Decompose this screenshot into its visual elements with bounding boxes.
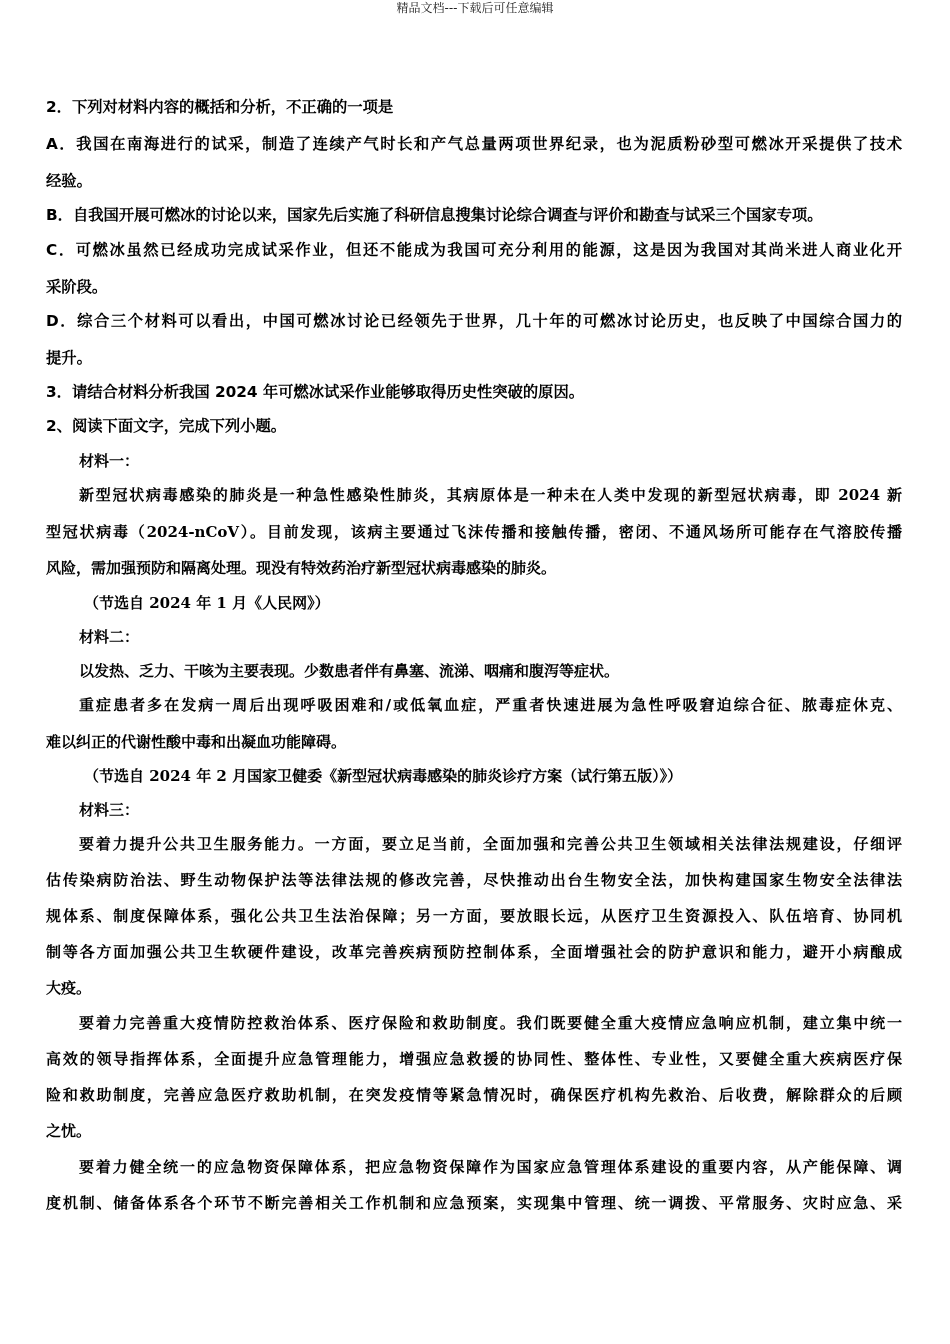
material2-source: （节选自 2024 年 2 月国家卫健委《新型冠状病毒感染的肺炎诊疗方案（试行第五版）》） (84, 767, 683, 785)
q2-option-d-line2: 提升。 (46, 349, 92, 367)
page-header-watermark: 精品文档---下载后可任意编辑 (396, 1, 554, 15)
material1-line3: 风险，需加强预防和隔离处理。现没有特效药治疗新型冠状病毒感染的肺炎。 (46, 559, 557, 577)
material2-line3: 难以纠正的代谢性酸中毒和出凝血功能障碍。 (46, 733, 347, 751)
material2-line2: 重症患者多在发病一周后出现呼吸困难和/或低氧血症，严重者快速进展为急性呼吸窘迫综合征、脓毒症休克、 (79, 696, 902, 714)
material3-para1-line1: 要着力提升公共卫生服务能力。一方面，要立足当前，全面加强和完善公共卫生领域相关法律法规建设，仔细评 (79, 835, 902, 853)
material2-line1: 以发热、乏力、干咳为主要表现。少数患者伴有鼻塞、流涕、咽痛和腹泻等症状。 (79, 662, 620, 680)
q2-option-d-line1: D．综合三个材料可以看出，中国可燃冰讨论已经领先于世界，几十年的可燃冰讨论历史，也反映了中国综合国力的 (46, 312, 902, 330)
q2-stem: 2．下列对材料内容的概括和分析，不正确的一项是 (46, 98, 394, 116)
material1-line2: 型冠状病毒（2024-nCoV）。目前发现，该病主要通过飞沫传播和接触传播，密闭、不通风场所可能存在气溶胶传播 (46, 523, 902, 541)
material3-para3-line1: 要着力健全统一的应急物资保障体系，把应急物资保障作为国家应急管理体系建设的重要内容，从产能保障、调 (79, 1158, 902, 1176)
q2-option-a-line1: A．我国在南海进行的试采，制造了连续产气时长和产气总量两项世界纪录，也为泥质粉砂型可燃冰开采提供了技术 (46, 135, 902, 153)
material1-source: （节选自 2024 年 1 月《人民网》） (84, 594, 330, 612)
material3-para2-line3: 险和救助制度，完善应急医疗救助机制，在突发疫情等紧急情况时，确保医疗机构先救治、后收费，解除群众的后顾 (46, 1086, 902, 1104)
q2-option-a-line2: 经验。 (46, 172, 92, 190)
section2-intro: 2、阅读下面文字，完成下列小题。 (46, 417, 287, 435)
material2-title: 材料二： (79, 628, 140, 646)
q2-option-c-line2: 采阶段。 (46, 278, 108, 296)
material3-para3-line2: 度机制、储备体系各个环节不断完善相关工作机制和应急预案，实现集中管理、统一调拨、平常服务、灾时应急、采 (46, 1194, 902, 1212)
material1-title: 材料一： (79, 452, 140, 470)
material3-title: 材料三： (79, 801, 140, 819)
material3-para2-line4: 之忧。 (46, 1122, 92, 1140)
material1-line1: 新型冠状病毒感染的肺炎是一种急性感染性肺炎，其病原体是一种未在人类中发现的新型冠状病毒，即 2024 新 (79, 486, 902, 504)
material3-para1-line4: 制等各方面加强公共卫生软硬件建设，改革完善疾病预防控制体系，全面增强社会的防护意识和能力，避开小病酿成 (46, 943, 902, 961)
material3-para1-line3: 规体系、制度保障体系，强化公共卫生法治保障；另一方面，要放眼长远，从医疗卫生资源投入、队伍培育、协同机 (46, 907, 902, 925)
material3-para1-line5: 大疫。 (46, 979, 92, 997)
material3-para1-line2: 估传染病防治法、野生动物保护法等法律法规的修改完善，尽快推动出台生物安全法，加快构建国家生物安全法律法 (46, 871, 902, 889)
q2-option-b: B．自我国开展可燃冰的讨论以来，国家先后实施了科研信息搜集讨论综合调查与评价和勘查与试采三个国家专项。 (46, 206, 823, 224)
material3-para2-line2: 高效的领导指挥体系，全面提升应急管理能力，增强应急救援的协同性、整体性、专业性，又要健全重大疾病医疗保 (46, 1050, 902, 1068)
q3-stem: 3．请结合材料分析我国 2024 年可燃冰试采作业能够取得历史性突破的原因。 (46, 383, 585, 401)
q2-option-c-line1: C．可燃冰虽然已经成功完成试采作业，但还不能成为我国可充分利用的能源，这是因为我国对其尚米进人商业化开 (46, 241, 902, 259)
material3-para2-line1: 要着力完善重大疫情防控救治体系、医疗保险和救助制度。我们既要健全重大疫情应急响应机制，建立集中统一 (79, 1014, 902, 1032)
